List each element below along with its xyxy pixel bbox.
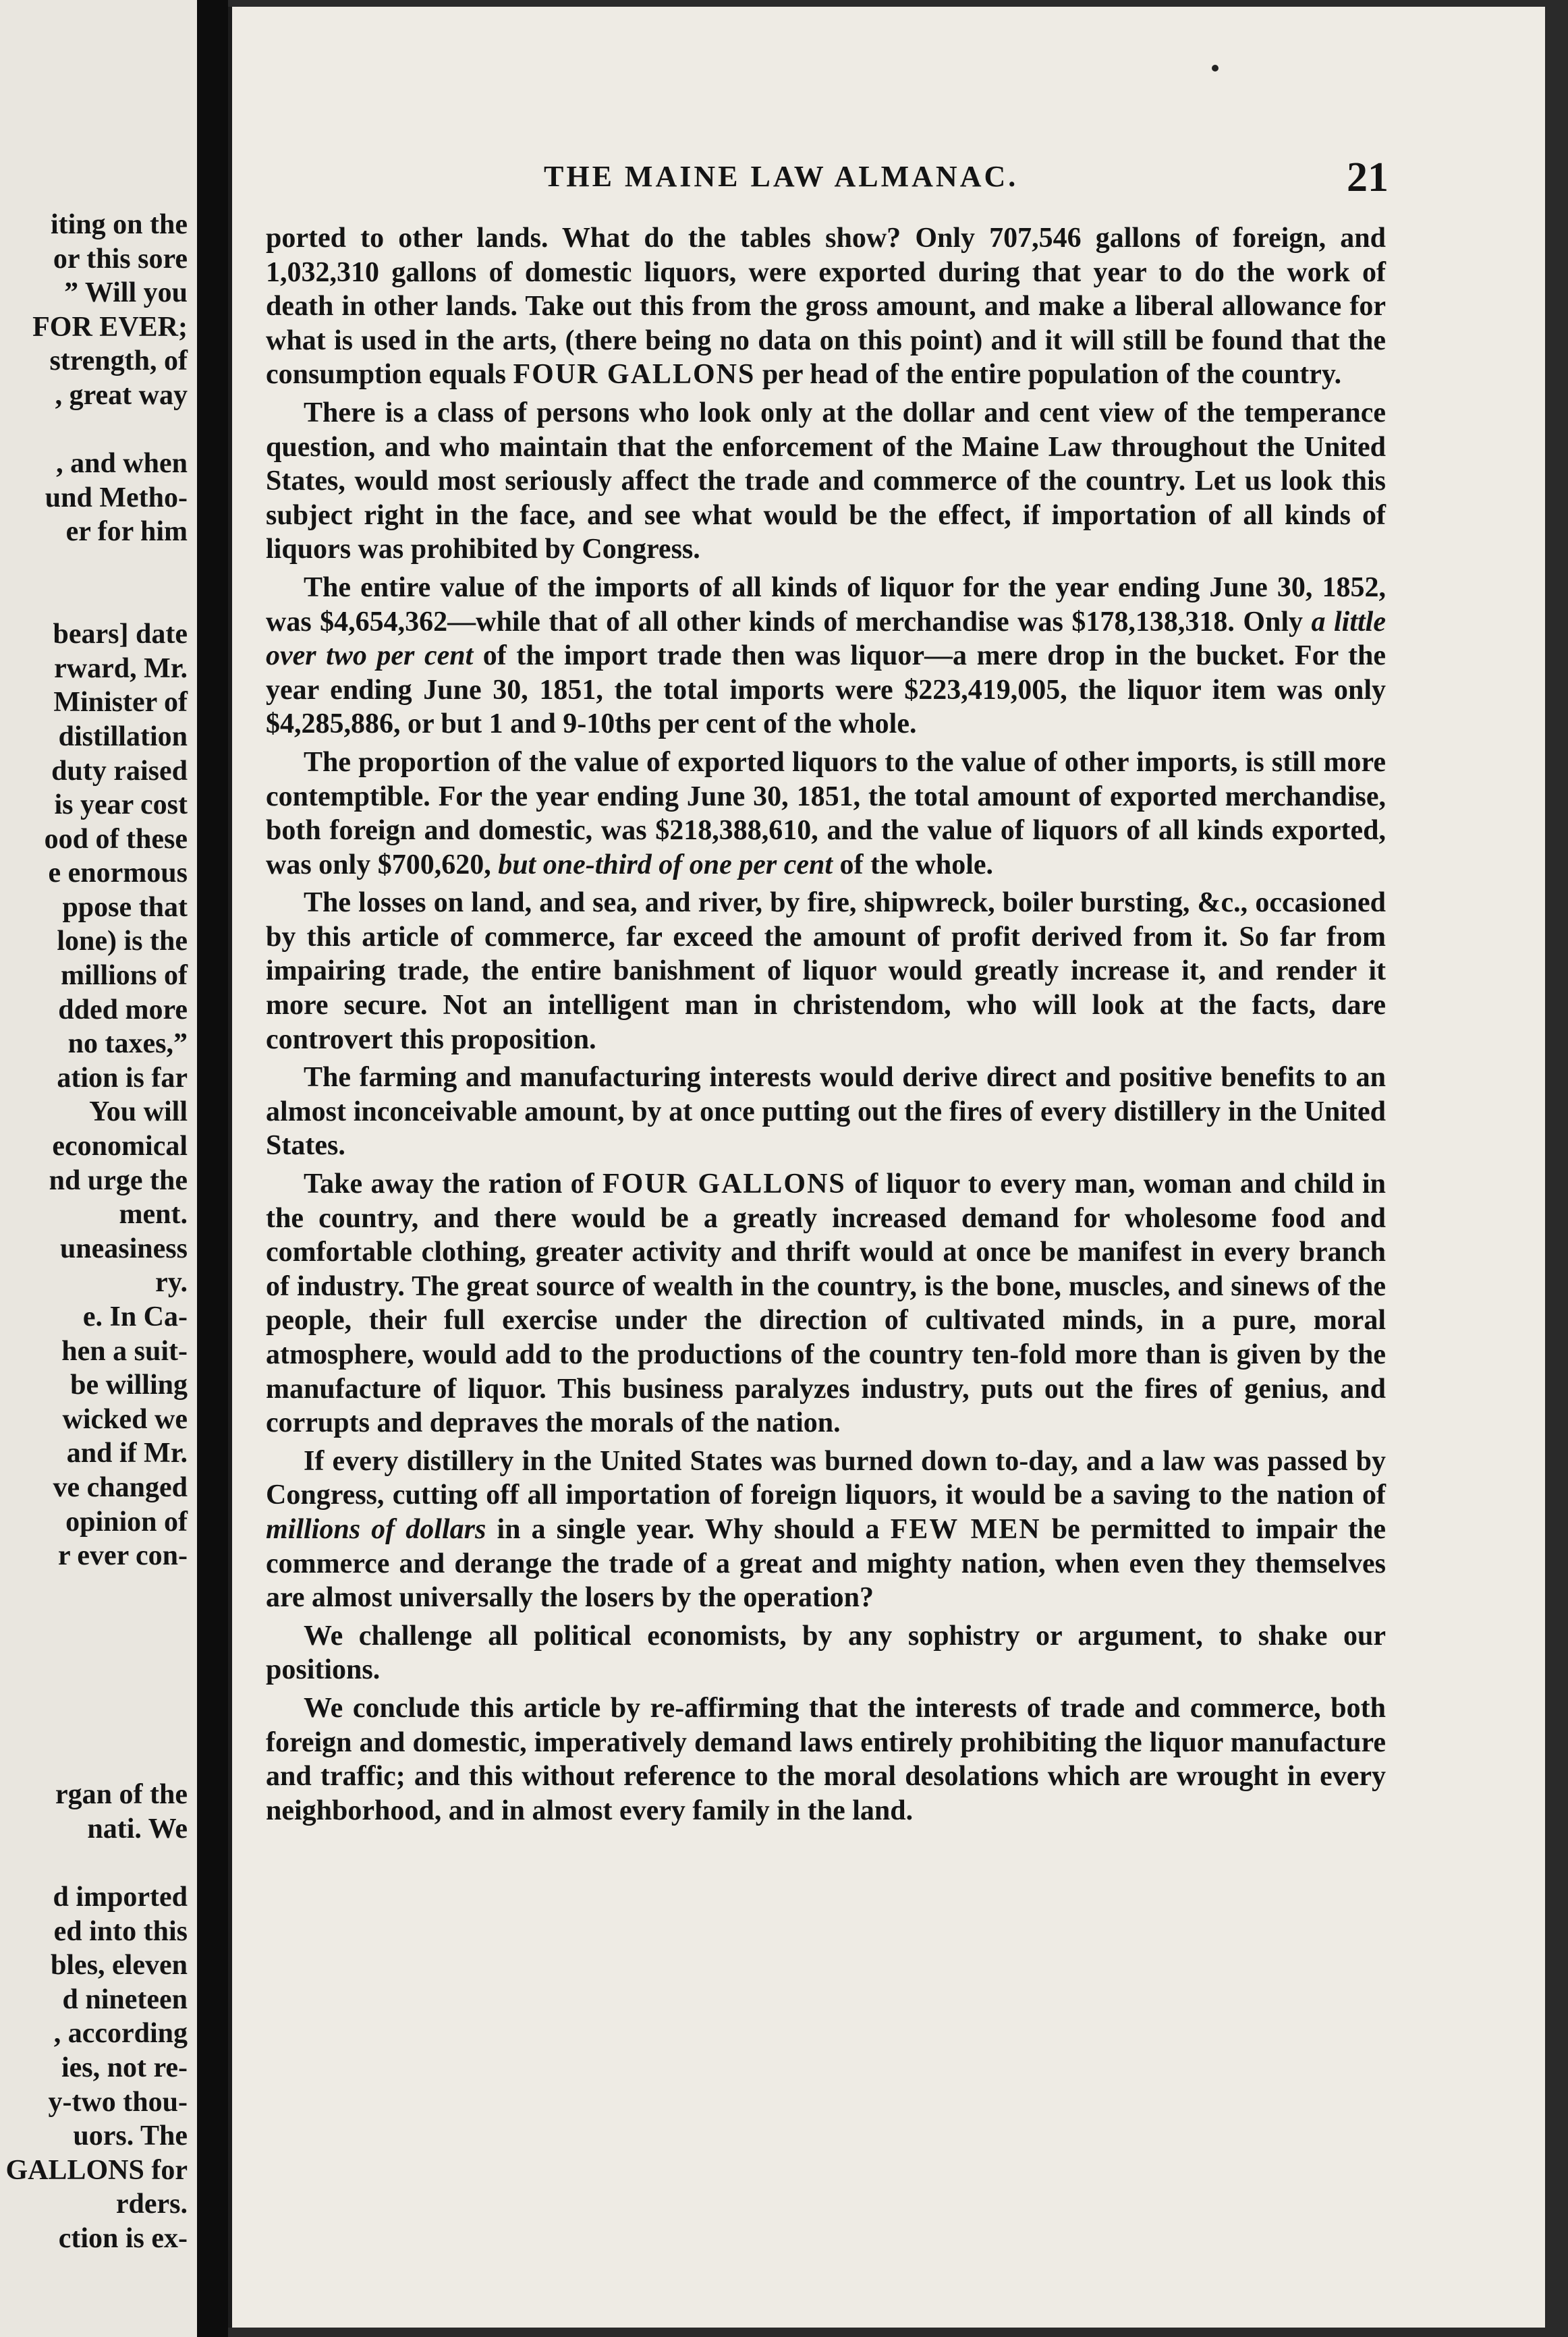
facing-page-line: bears] date: [53, 619, 188, 650]
facing-page-line: ment.: [119, 1199, 188, 1231]
paragraph: The entire value of the imports of all kinds of liquor for the year ending June 30, 1852, was $4,654,362—while that of all other kinds of merchandise was $178,138,318. Only a little over two per cent of the import trade then was liquor—a mere drop in the bucket. For the year ending June 30, 1851, the total imports were $223,419,005, the liquor item was only $4,285,886, or but 1 and 9-10ths per cent of the whole.: [266, 571, 1386, 740]
book-gutter: [197, 0, 228, 2337]
facing-page-line: bles, eleven: [51, 1950, 188, 1981]
facing-page-line: be willing: [70, 1370, 188, 1401]
facing-page-line: [5, 1847, 188, 1881]
running-title: THE MAINE LAW ALMANAC.: [544, 160, 1019, 193]
facing-page-line: [5, 1676, 188, 1710]
page-header: [228, 154, 1545, 202]
facing-page-line: e enormous: [48, 857, 188, 889]
facing-page-line: rward, Mr.: [54, 652, 188, 684]
facing-page-line: [5, 1641, 188, 1676]
facing-page-line: lone) is the: [57, 926, 188, 957]
paragraph: There is a class of persons who look only at the dollar and cent view of the temperance question, and who maintain that the enforcement of the Maine Law throughout the United States, would most seriously affect the trade and commerce of the country. Let us look this subject right in the face, and see what would be the effect, if importation of all kinds of liquors was prohibited by Congress.: [266, 397, 1386, 565]
facing-page-line: nati. We: [87, 1813, 188, 1845]
facing-page-line: [5, 1710, 188, 1744]
ink-speck: [1212, 65, 1219, 72]
facing-page-line: ood of these: [44, 823, 188, 855]
page-edge: [228, 7, 232, 2328]
facing-page-line: strength, of: [49, 345, 188, 377]
facing-page-line: hen a suit-: [61, 1335, 188, 1367]
facing-page-line: iting on the: [50, 209, 188, 240]
facing-page-line: er for him: [65, 516, 188, 548]
paragraph: We challenge all political economists, by any sophistry or argument, to shake our positions.: [266, 1620, 1386, 1686]
facing-page-line: ppose that: [62, 891, 188, 923]
facing-page-line: no taxes,”: [67, 1028, 188, 1060]
facing-page-line: opinion of: [65, 1506, 188, 1538]
facing-page-line: economical: [52, 1131, 188, 1162]
facing-page-line: dded more: [58, 994, 188, 1025]
facing-page-line: wicked we: [62, 1403, 188, 1435]
facing-page-text: [5, 208, 188, 2256]
facing-page-line: ies, not re-: [61, 2052, 188, 2084]
facing-page-line: GALLONS for: [5, 2154, 188, 2186]
facing-page-line: distillation: [58, 721, 188, 752]
paragraph: The proportion of the value of exported liquors to the value of other imports, is still more contemptible. For the year ending June 30, 1851, the total amount of exported merchandise, both foreign and domestic, was $218,388,610, and the value of liquors of all kinds exported, was only $700,620, but one-third of one per cent of the whole.: [266, 746, 1386, 880]
facing-page-line: nd urge the: [49, 1164, 188, 1196]
facing-page-line: ve changed: [53, 1471, 188, 1503]
facing-page-line: d nineteen: [62, 1983, 188, 2015]
paragraph: The farming and manufacturing interests would derive direct and positive benefits to an almost inconceivable amount, by at once putting out the fires of every distillery in the United States.: [266, 1062, 1386, 1162]
facing-page-line: ed into this: [53, 1915, 188, 1947]
facing-page-line: rgan of the: [55, 1779, 188, 1811]
facing-page-line: ation is far: [57, 1062, 188, 1094]
paragraph: The losses on land, and sea, and river, by fire, shipwreck, boiler bursting, &c., occasioned by this article of commerce, far exceed the amount of profit derived from it. So far from impairing trade, the entire banishment of liquor would greatly increase it, and render it more secure. Not an intelligent man in christendom, who will look at the facts, dare controvert this proposition.: [266, 887, 1386, 1055]
facing-page-line: millions of: [61, 960, 188, 992]
page-number: 21: [1347, 154, 1389, 200]
facing-page-line: [5, 549, 188, 584]
facing-page-line: d imported: [53, 1882, 188, 1913]
facing-page-line: [5, 1573, 188, 1608]
facing-page-line: rders.: [115, 2189, 188, 2220]
facing-page-line: or this sore: [53, 243, 188, 275]
facing-page-line: e. In Ca-: [82, 1301, 188, 1332]
facing-page-line: [5, 584, 188, 618]
facing-page-line: , great way: [55, 379, 188, 411]
facing-page-line: duty raised: [51, 755, 188, 787]
paragraph: ported to other lands. What do the tables show? Only 707,546 gallons of foreign, and 1,032,310 gallons of domestic liquors, were exported during that year to do the work of death in other lands. Take out this from the gross amount, and make a liberal allowance for what is used in the arts, (there being no data on this point) and it will still be found that the consumption equals FOUR GALLONS per head of the entire population of the country.: [266, 223, 1386, 391]
facing-page-line: ” Will you: [64, 277, 188, 309]
facing-page-line: ry.: [155, 1267, 188, 1299]
facing-page-line: [5, 413, 188, 447]
facing-page-line: ction is ex-: [58, 2223, 188, 2255]
article-body: [266, 221, 1386, 1832]
facing-page-line: r ever con-: [57, 1540, 188, 1572]
facing-page-line: and if Mr.: [66, 1438, 188, 1469]
facing-page-line: und Metho-: [45, 482, 188, 513]
facing-page-line: y-two thou-: [48, 2086, 188, 2118]
facing-page-line: uors. The: [73, 2120, 188, 2152]
almanac-page: [228, 7, 1545, 2328]
facing-page-line: , and when: [56, 448, 188, 480]
facing-page: [0, 0, 197, 2337]
facing-page-line: is year cost: [54, 789, 188, 821]
facing-page-line: [5, 1744, 188, 1778]
paragraph: We conclude this article by re-affirming that the interests of trade and commerce, both foreign and domestic, imperatively demand laws entirely prohibiting the liquor manufacture and traffic; and this without reference to the moral desolations which are wrought in every neighborhood, and in almost every family in the land.: [266, 1692, 1386, 1826]
paragraph: Take away the ration of FOUR GALLONS of liquor to every man, woman and child in the country, and there would be a greatly increased demand for wholesome food and comfortable clothing, greater activity and thrift would at once be manifest in every branch of industry. The great source of wealth in the country, is the bone, muscles, and sinews of the people, their full exercise under the direction of cultivated minds, in a pure, moral atmosphere, would add to the productions of the country ten-fold more than is given by the manufacture of liquor. This business paralyzes industry, puts out the fires of genius, and corrupts and depraves the morals of the nation.: [266, 1168, 1387, 1439]
facing-page-line: , according: [53, 2018, 188, 2050]
facing-page-line: uneasiness: [59, 1233, 188, 1264]
paragraph: If every distillery in the United States was burned down to-day, and a law was passed by Congress, cutting off all importation of foreign liquors, it would be a saving to the nation of millions of dollars in a single year. Why should a FEW MEN be permitted to impair the commerce and derange the trade of a great and mighty nation, when even they themselves are almost universally the losers by the operation?: [266, 1445, 1387, 1614]
facing-page-line: FOR EVER;: [32, 311, 188, 343]
facing-page-line: Minister of: [53, 687, 188, 719]
facing-page-line: You will: [89, 1096, 188, 1128]
facing-page-line: [5, 1607, 188, 1641]
